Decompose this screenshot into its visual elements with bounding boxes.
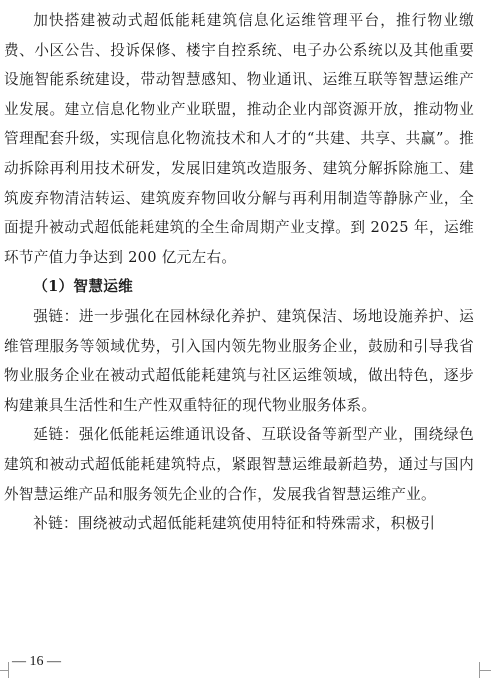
extend-chain-paragraph: 延链：强化低能耗运维通讯设备、互联设备等新型产业，围绕绿色建筑和被动式超低能耗建筑特点，紧跟智慧运维最新趋势，通过与国内外智慧运维产品和服务领先企业的合作，发展我省智慧运维产业。 [4,426,474,503]
intro-paragraph: 加快搭建被动式超低能耗建筑信息化运维管理平台，推行物业缴费、小区公告、投诉保修、楼宇自控系统、电子办公系统以及其他重要设施智能系统建设，带动智慧感知、物业通讯、运维互联等智慧运维产业发展。建立信息化物业产业联盟，推动企业内部资源开放，推动物业管理配套升级，实现信息化物流技术和人才的“共建、共享、共赢”。推动拆除再利用技术研发，发展旧建筑改造服务、建筑分解拆除施工、建筑废弃物清洁转运、建筑废弃物回收分解与再利用制造等静脉产业，全面提升被动式超低能耗建筑的全生命周期产业支撑。到 2025 年，运维环节产值力争达到 200 亿元左右。 [4,12,474,266]
page-number: — 16 — [12,654,61,669]
crop-mark-right-horizontal [479,670,491,671]
document-body [4,6,474,539]
crop-mark-left-horizontal [0,670,9,671]
strengthen-chain-paragraph: 强链：进一步强化在园林绿化养护、建筑保洁、场地设施养护、运维管理服务等领域优势，引入国内领先物业服务企业，鼓励和引导我省物业服务企业在被动式超低能耗建筑与社区运维领域，做出特色，逐步构建兼具生活性和生产性双重特征的现代物业服务体系。 [4,307,474,414]
section-heading: （1）智慧运维 [33,278,134,296]
supplement-chain-paragraph: 补链：围绕被动式超低能耗建筑使用特征和特殊需求，积极引 [33,515,436,533]
